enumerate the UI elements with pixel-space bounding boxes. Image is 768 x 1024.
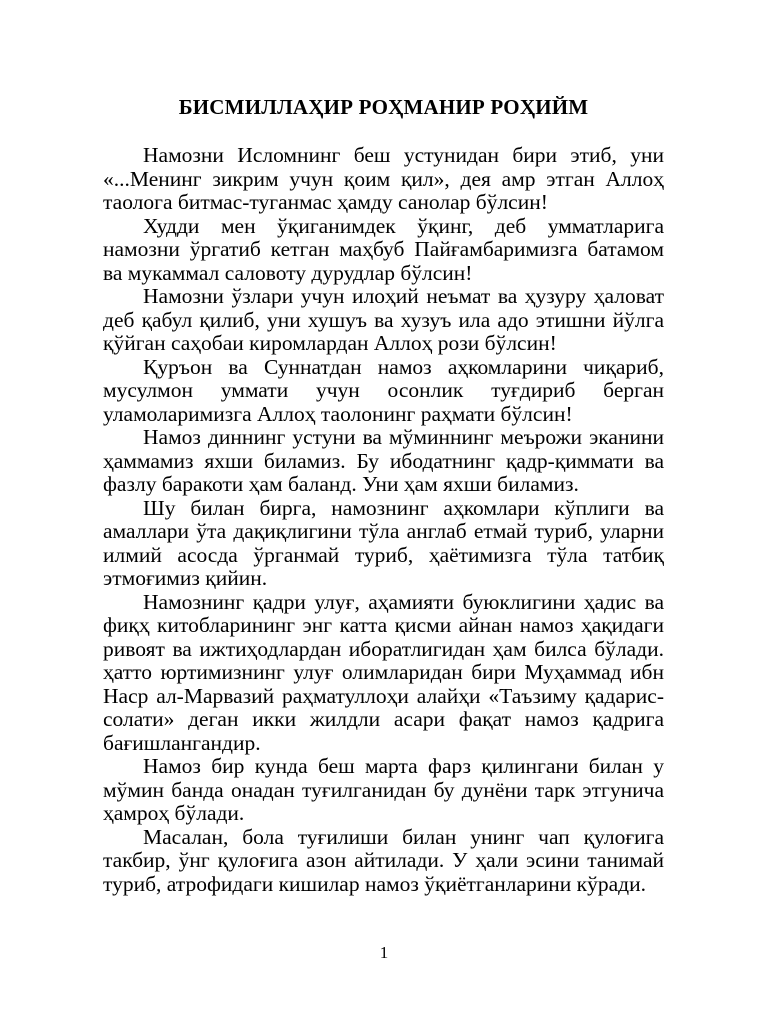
paragraph: Намоз диннинг устуни ва мўминнинг меърожи эканини ҳаммамиз яхши биламиз. Бу ибодатнинг қадр-қиммати ва фазлу баракоти ҳам баланд. Уни ҳам яхши биламиз. <box>103 425 664 496</box>
paragraph: Намозни Исломнинг беш устунидан бири этиб, уни «...Менинг зикрим учун қоим қил», дея амр этган Аллоҳ таолога битмас-туганмас ҳамду санолар бўлсин! <box>103 143 664 214</box>
paragraph: Намозни ўзлари учун илоҳий неъмат ва ҳузуру ҳаловат деб қабул қилиб, уни хушуъ ва хузуъ ила адо этишни йўлга қўйган саҳобаи киромлардан Аллоҳ рози бўлсин! <box>103 284 664 355</box>
page-number: 1 <box>379 943 389 962</box>
paragraph: Шу билан бирга, намознинг аҳкомлари кўплиги ва амаллари ўта дақиқлигини тўла англаб етмай туриб, уларни илмий асосда ўрганмай туриб, ҳаётимизга тўла татбиқ этмоғимиз қийин. <box>103 495 664 590</box>
paragraph: Намознинг қадри улуғ, аҳамияти буюклигини ҳадис ва фиқҳ китобларининг энг катта қисми айнан намоз ҳақидаги ривоят ва ижтиҳодлардан иборатлигидан ҳам билса бўлади. ҳатто юртимизнинг улуғ олимларидан бири Муҳаммад ибн Наср ал-Марвазий раҳматуллоҳи алайҳи «Таъзиму қадарис-солати» деган икки жилдли асари фақат намоз қадрига бағишлангандир. <box>103 589 664 755</box>
paragraph: Қуръон ва Суннатдан намоз аҳкомларини чиқариб, мусулмон уммати учун осонлик туғдириб берган уламоларимизга Аллоҳ таолонинг раҳмати бўлсин! <box>103 354 664 426</box>
paragraph: Намоз бир кунда беш марта фарз қилингани билан у мўмин банда онадан туғилганидан бу дунёни тарк этгунича ҳамроҳ бўлади. <box>103 754 664 825</box>
document-body <box>103 144 664 896</box>
paragraph: Худди мен ўқиганимдек ўқинг, деб умматларига намозни ўргатиб кетган маҳбуб Пайғамбаримизга батамом ва мукаммал саловоту дурудлар бўлсин! <box>103 213 664 285</box>
paragraph: Масалан, бола туғилиши билан унинг чап қулоғига такбир, ўнг қулоғига азон айтилади. У ҳали эсини танимай туриб, атрофидаги кишилар намоз ўқиётганларини кўради. <box>103 824 664 896</box>
page-title: БИСМИЛЛАҲИР РОҲМАНИР РОҲИЙМ <box>178 95 589 119</box>
document-page <box>103 95 664 896</box>
